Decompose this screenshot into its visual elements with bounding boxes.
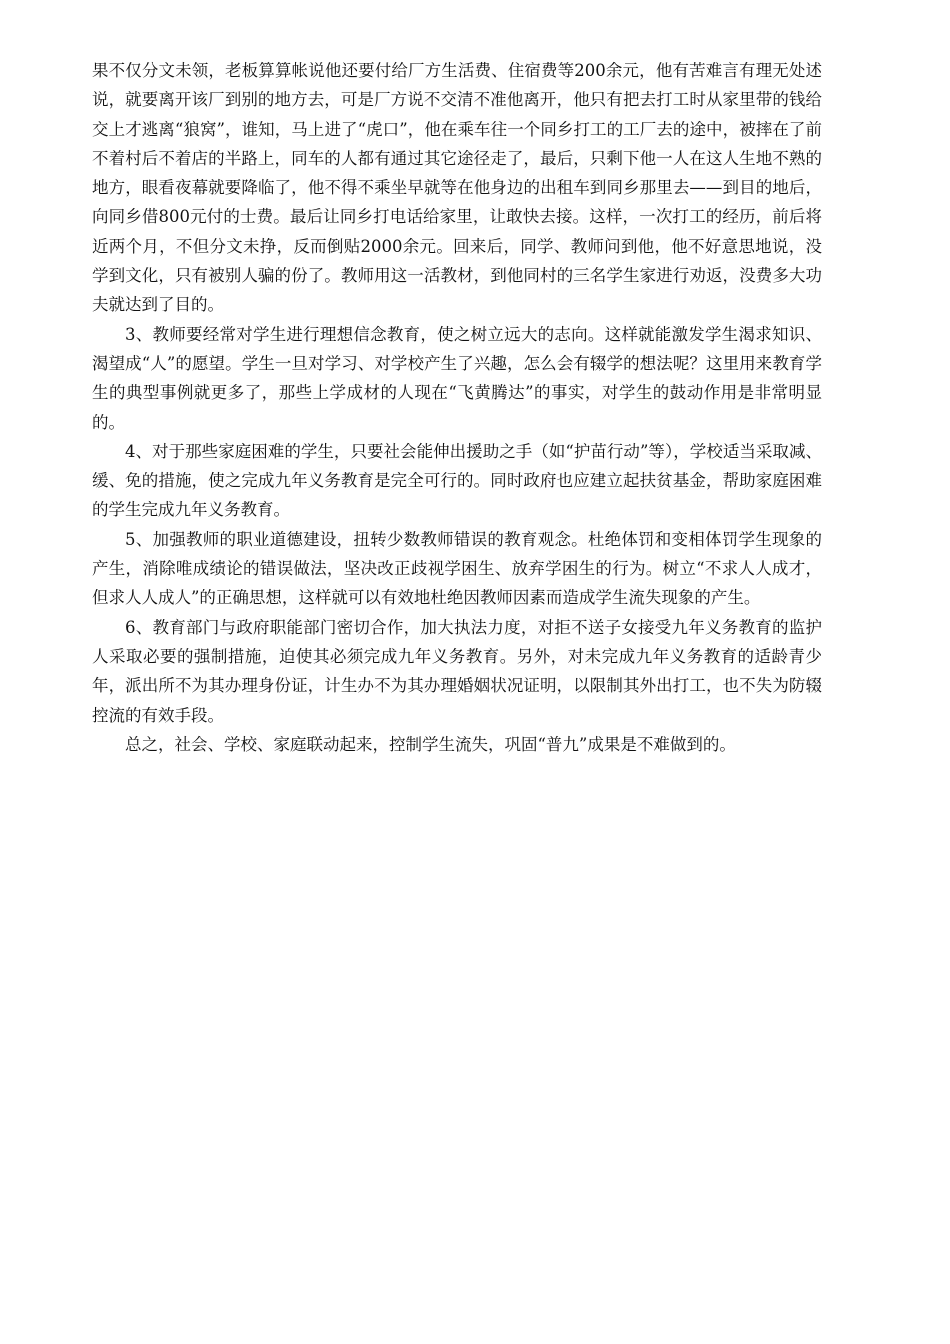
paragraph-conclusion: 总之，社会、学校、家庭联动起来，控制学生流失，巩固“普九”成果是不难做到的。 <box>125 734 736 754</box>
paragraph-item-4: 4、对于那些家庭困难的学生，只要社会能伸出援助之手（如“护苗行动”等），学校适当采取减、缓、免的措施，使之完成九年义务教育是完全可行的。同时政府也应建立起扶贫基金，帮助家庭困难的学生完成九年义务教育。 <box>92 441 822 520</box>
paragraph-item-3: 3、教师要经常对学生进行理想信念教育，使之树立远大的志向。这样就能激发学生渴求知识、渴望成“人”的愿望。学生一旦对学习、对学校产生了兴趣，怎么会有辍学的想法呢？这里用来教育学生的典型事例就更多了，那些上学成材的人现在“飞黄腾达”的事实，对学生的鼓动作用是非常明显的。 <box>92 324 822 432</box>
paragraph-item-5: 5、加强教师的职业道德建设，扭转少数教师错误的教育观念。杜绝体罚和变相体罚学生现象的产生，消除唯成绩论的错误做法，坚决改正歧视学困生、放弃学困生的行为。树立“不求人人成才，但求人人成人”的正确思想，这样就可以有效地杜绝因教师因素而造成学生流失现象的产生。 <box>92 529 822 608</box>
paragraph-item-6: 6、教育部门与政府职能部门密切合作，加大执法力度，对拒不送子女接受九年义务教育的监护人采取必要的强制措施，迫使其必须完成九年义务教育。另外，对未完成九年义务教育的适龄青少年，派出所不为其办理身份证，计生办不为其办理婚姻状况证明，以限制其外出打工，也不失为防辍控流的有效手段。 <box>92 617 822 725</box>
document-body <box>92 56 822 759</box>
paragraph-continuation: 果不仅分文未领，老板算算帐说他还要付给厂方生活费、住宿费等200余元，他有苦难言有理无处述说，就要离开该厂到别的地方去，可是厂方说不交清不准他离开，他只有把去打工时从家里带的钱给交上才逃离“狼窝”，谁知，马上进了“虎口”，他在乘车往一个同乡打工的工厂去的途中，被摔在了前不着村后不着店的半路上，同车的人都有通过其它途径走了，最后，只剩下他一人在这人生地不熟的地方，眼看夜幕就要降临了，他不得不乘坐早就等在他身边的出租车到同乡那里去——到目的地后，向同乡借800元付的士费。最后让同乡打电话给家里，让敢快去接。这样，一次打工的经历，前后将近两个月，不但分文未挣，反而倒贴2000余元。回来后，同学、教师问到他，他不好意思地说，没学到文化，只有被别人骗的份了。教师用这一活教材，到他同村的三名学生家进行劝返，没费多大功夫就达到了目的。 <box>92 61 822 315</box>
